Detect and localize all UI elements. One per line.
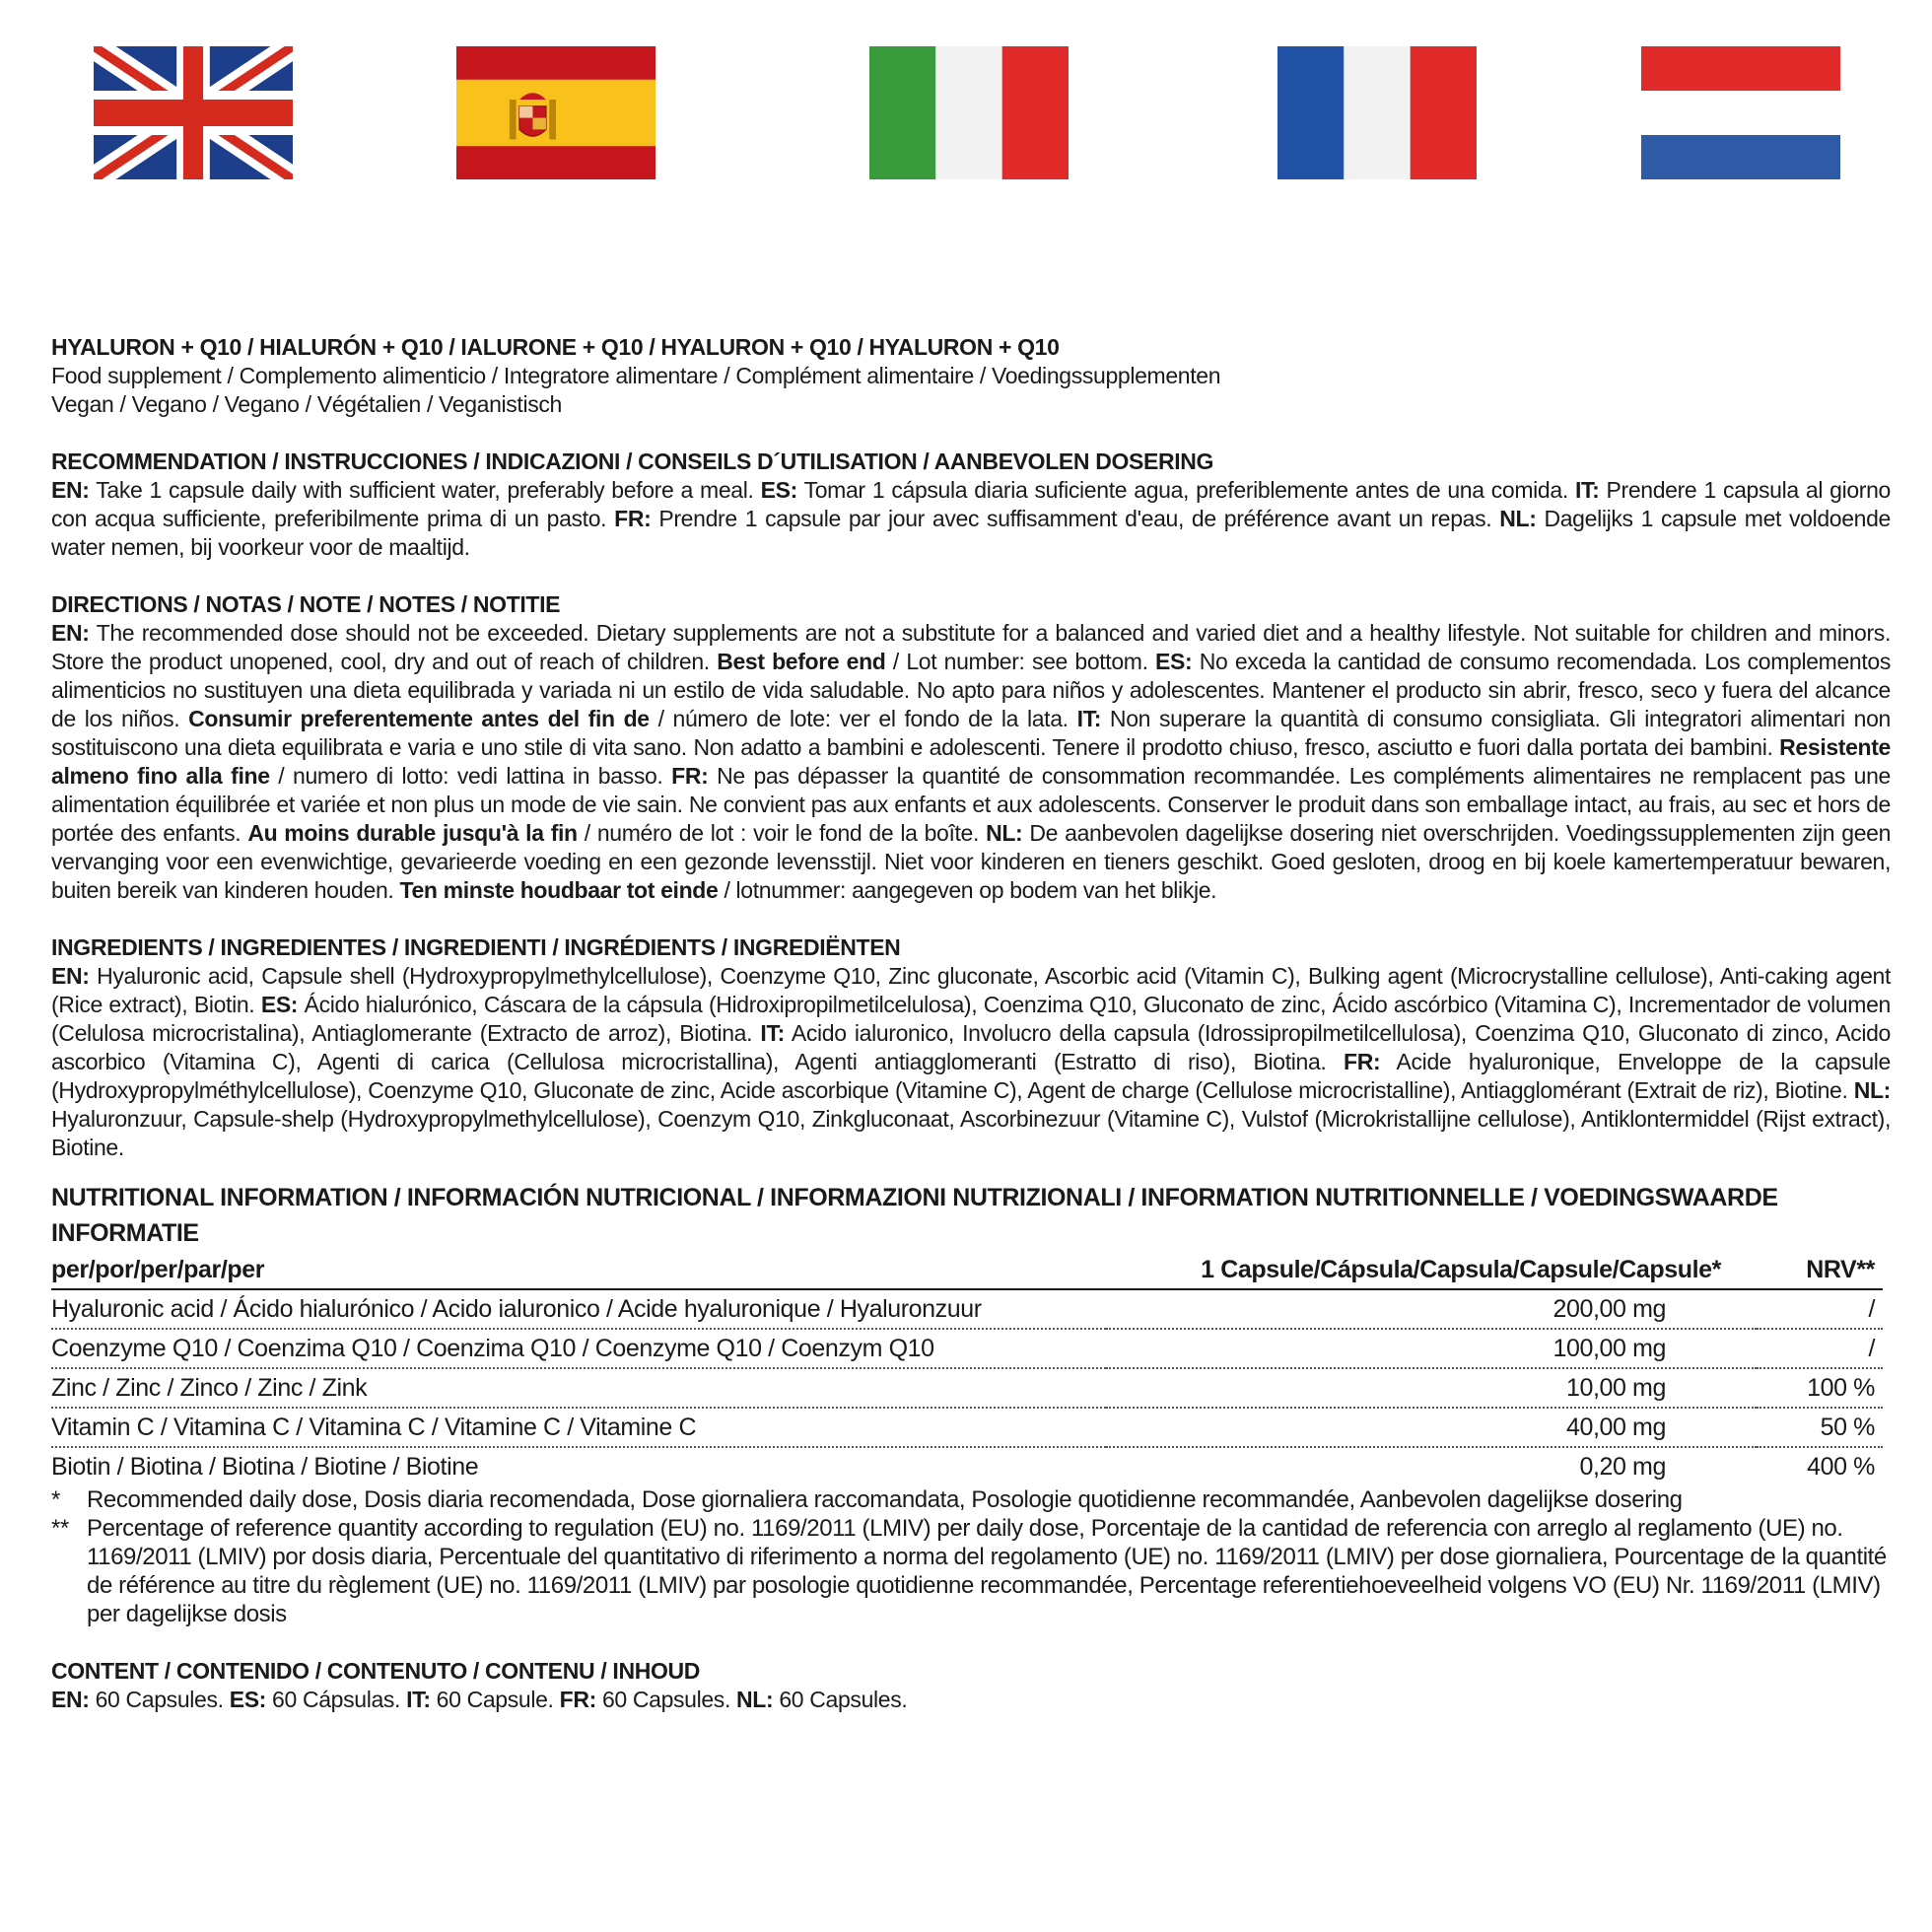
recommendation-section <box>51 448 1891 562</box>
col-per: per/por/per/par/per <box>51 1251 1106 1289</box>
nutrient-name: Vitamin C / Vitamina C / Vitamina C / Vitamine C / Vitamine C <box>51 1408 1106 1447</box>
nutrient-nrv: / <box>1757 1329 1883 1368</box>
footnote-marker: * <box>51 1486 60 1513</box>
nutrient-nrv: 50 % <box>1757 1408 1883 1447</box>
ingredients-heading: INGREDIENTS / INGREDIENTES / INGREDIENTI / INGRÉDIENTS / INGREDIËNTEN <box>51 934 901 960</box>
nutrient-amount: 40,00 mg <box>1106 1408 1757 1447</box>
col-amount: 1 Capsule/Cápsula/Capsula/Capsule/Capsule* <box>1106 1251 1757 1289</box>
spain-flag-icon <box>456 46 656 179</box>
nutrient-nrv: / <box>1757 1289 1883 1329</box>
nutrient-amount: 100,00 mg <box>1106 1329 1757 1368</box>
nutrient-amount: 10,00 mg <box>1106 1368 1757 1408</box>
table-row <box>51 1368 1883 1408</box>
ingredients-text: EN: Hyaluronic acid, Capsule shell (Hydroxypropylmethylcellulose), Coenzyme Q10, Zinc gluconate, Ascorbic acid (Vitamin C), Bulking agent (Microcrystalline cellulose), Anti-caking agent (Rice extract), Biotin. ES: Ácido hialurónico, Cáscara de la cápsula (Hidroxipropilmetilcelulosa), Coenzima Q10, Gluconato de zinc, Ácido ascórbico (Vitamina C), Incrementador de volumen (Celulosa microcristalina), Antiaglomerante (Extracto de arroz), Biotina. IT: Acido ialuronico, Involucro della capsula (Idrossipropilmetilcellulosa), Coenzima Q10, Gluconato di zinco, Acido ascorbico (Vitamina C), Agenti di carica (Cellulosa microcristallina), Agenti antiagglomeranti (Estratto di riso), Biotina. FR: Acide hyaluronique, Enveloppe de la capsule (Hydroxypropylméthylcellulose), Coenzyme Q10, Gluconate de zinc, Acide ascorbique (Vitamine C), Agent de charge (Cellulose microcristalline), Antiagglomérant (Extrait de riz), Biotine. NL: Hyaluronzuur, Capsule-shelp (Hydroxypropylmethylcellulose), Coenzym Q10, Zinkgluconaat, Ascorbinezuur (Vitamine C), Vulstof (Microkristallijne cellulose), Antiklontermiddel (Rijst extract), Biotine. <box>51 963 1891 1160</box>
footnote-nrv <box>51 1514 1891 1628</box>
nutrient-nrv: 400 % <box>1807 1453 1875 1481</box>
table-row <box>51 1329 1883 1368</box>
uk-flag-icon <box>94 46 293 179</box>
nutrient-amount: 0,20 mg <box>1579 1453 1666 1481</box>
product-name: HYALURON + Q10 / HIALURÓN + Q10 / IALURONE + Q10 / HYALURON + Q10 / HYALURON + Q10 <box>51 334 1060 360</box>
footnote-daily-dose <box>51 1485 1891 1514</box>
content-heading: CONTENT / CONTENIDO / CONTENUTO / CONTENU / INHOUD <box>51 1658 701 1684</box>
content-section <box>51 1657 1891 1714</box>
nutrient-name: Zinc / Zinc / Zinco / Zinc / Zink <box>51 1368 1106 1408</box>
netherlands-flag-icon <box>1641 46 1840 179</box>
recommendation-text: EN: Take 1 capsule daily with sufficient water, preferably before a meal. ES: Tomar 1 cápsula diaria suficiente agua, preferiblemente antes de una comida. IT: Prendere 1 capsula al giorno con acqua sufficiente, preferibilmente prima di un pasto. FR: Prendre 1 capsule par jour avec suffisamment d'eau, de préférence avant un repas. NL: Dagelijks 1 capsule met voldoende water nemen, bij voorkeur voor de maaltijd. <box>51 477 1892 560</box>
ingredients-section <box>51 933 1891 1162</box>
nutrition-heading-row <box>51 1180 1883 1251</box>
nutrition-table <box>51 1180 1883 1485</box>
directions-text: EN: The recommended dose should not be exceeded. Dietary supplements are not a substitute for a balanced and varied diet and a healthy lifestyle. Not suitable for children and minors. Store the product unopened, cool, dry and out of reach of children. Best before end / Lot number: see bottom. ES: No exceda la cantidad de consumo recomendada. Los complementos alimenticios no sustituyen una dieta equilibrada y variada ni un estilo de vida saludable. No apto para niños y adolescentes. Mantener el producto sin abrir, fresco, seco y fuera del alcance de los niños. Consumir preferentemente antes del fin de / número de lote: ver el fondo de la lata. IT: Non superare la quantità di consumo consigliata. Gli integratori alimentari non sostituiscono una dieta equilibrata e varia e uno stile di vita sano. Non adatto a bambini e adolescenti. Tenere il prodotto chiuso, fresco, asciutto e fuori dalla portata dei bambini. Resistente almeno fino alla fine / numero di lotto: vedi lattina in basso. FR: Ne pas dépasser la quantité de consommation recommandée. Les compléments alimentaires ne remplacent pas une alimentation équilibrée et variée et non plus un mode de vie sain. Ne convient pas aux enfants et aux adolescents. Conserver le produit dans son emballage intact, au frais, au sec et hors de portée des enfants. Au moins durable jusqu'à la fin / numéro de lot : voir le fond de la boîte. NL: De aanbevolen dagelijkse dosering niet overschrijden. Voedingssupplementen zijn geen vervanging voor een evenwichtige, gevarieerde voeding en een gezonde levensstijl. Niet voor kinderen en tieners geschikt. Goed gesloten, droog en bij koele kamertemperatuur bewaren, buiten bereik van kinderen houden. Ten minste houdbaar tot einde / lotnummer: aangegeven op bodem van het blikje. <box>51 620 1892 903</box>
france-flag-icon <box>1277 46 1477 179</box>
product-diet: Vegan / Vegano / Vegano / Végétalien / Veganistisch <box>51 391 562 417</box>
recommendation-heading: RECOMMENDATION / INSTRUCCIONES / INDICAZIONI / CONSEILS D´UTILISATION / AANBEVOLEN DOSERING <box>51 448 1214 474</box>
footnote-text: Recommended daily dose, Dosis diaria recomendada, Dose giornaliera raccomandata, Posologie quotidienne recommandée, Aanbevolen dagelijkse dosering <box>87 1486 1683 1513</box>
table-row <box>51 1447 1883 1485</box>
nutrient-name: Coenzyme Q10 / Coenzima Q10 / Coenzima Q10 / Coenzyme Q10 / Coenzym Q10 <box>51 1329 1106 1368</box>
nutrition-heading: NUTRITIONAL INFORMATION / INFORMACIÓN NUTRICIONAL / INFORMAZIONI NUTRIZIONALI / INFORMATION NUTRITIONNELLE / VOEDINGSWAARDE INFORMATIE <box>51 1184 1778 1247</box>
product-type: Food supplement / Complemento alimenticio / Integratore alimentare / Complément alimentaire / Voedingssupplementen <box>51 363 1221 388</box>
nutrient-amount: 200,00 mg <box>1106 1289 1757 1329</box>
table-row <box>51 1289 1883 1329</box>
nutrition-header-row <box>51 1251 1883 1289</box>
table-row <box>51 1408 1883 1447</box>
directions-section <box>51 590 1891 905</box>
footnote-marker: ** <box>51 1515 69 1542</box>
nutrient-name: Hyaluronic acid / Ácido hialurónico / Acido ialuronico / Acide hyaluronique / Hyaluronzuur <box>51 1289 1106 1329</box>
flag-row <box>0 0 1932 197</box>
italy-flag-icon <box>869 46 1069 179</box>
directions-heading: DIRECTIONS / NOTAS / NOTE / NOTES / NOTITIE <box>51 591 561 617</box>
footnote-text: Percentage of reference quantity according to regulation (EU) no. 1169/2011 (LMIV) per daily dose, Porcentaje de la cantidad de referencia con arreglo al reglamento (UE) no. 1169/2011 (LMIV) por dosis diaria, Percentuale del quantitativo di riferimento a norma del regolamento (UE) no. 1169/2011 (LMIV) per dose giornaliera, Pourcentage de la quantité de référence au titre du règlement (UE) no. 1169/2011 (LMIV) par posologie quotidienne recommandée, Percentage referentiehoeveelheid volgens VO (EU) Nr. 1169/2011 (LMIV) per dagelijkse dosis <box>87 1515 1887 1627</box>
content-text: EN: 60 Capsules. ES: 60 Cápsulas. IT: 60 Capsule. FR: 60 Capsules. NL: 60 Capsules. <box>51 1687 908 1712</box>
col-nrv: NRV** <box>1757 1251 1883 1289</box>
nutrient-name: Biotin / Biotina / Biotina / Biotine / Biotine <box>51 1453 479 1481</box>
product-label <box>51 333 1891 1714</box>
nutrient-nrv: 100 % <box>1757 1368 1883 1408</box>
